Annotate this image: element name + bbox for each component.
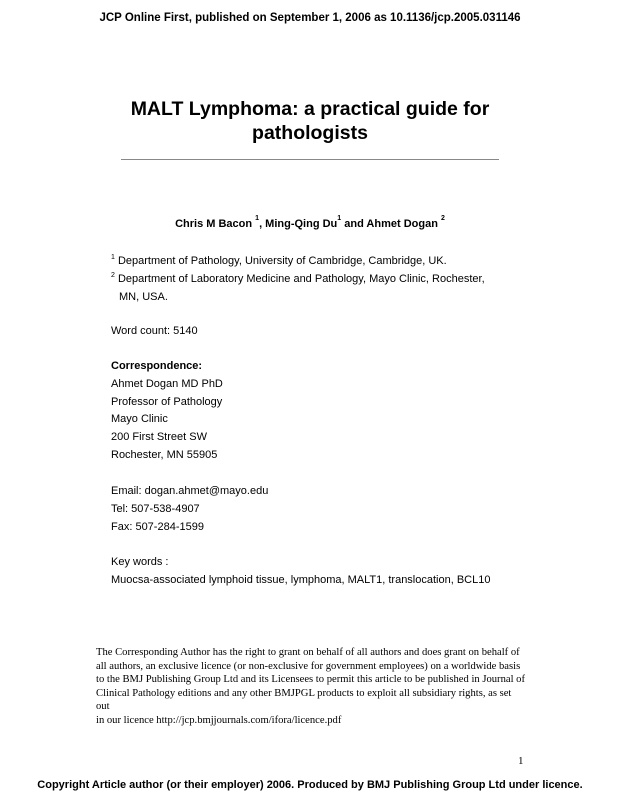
author-1: Chris M Bacon bbox=[175, 218, 253, 230]
licence-statement bbox=[96, 646, 526, 727]
licence-line: to the BMJ Publishing Group Ltd and its Licensees to permit this article to be published in Journal of bbox=[96, 674, 525, 685]
contact-fax: Fax: 507-284-1599 bbox=[111, 520, 204, 533]
author-3: and Ahmet Dogan bbox=[341, 218, 438, 230]
online-first-header: JCP Online First, published on September 1, 2006 as 10.1136/jcp.2005.031146 bbox=[99, 12, 521, 24]
correspondence-street: 200 First Street SW bbox=[111, 431, 207, 444]
author-2: , Ming-Qing Du bbox=[259, 218, 338, 230]
affiliation-2-text: Department of Laboratory Medicine and Pathology, Mayo Clinic, Rochester, bbox=[117, 273, 485, 285]
correspondence-city: Rochester, MN 55905 bbox=[111, 448, 218, 461]
correspondence-name: Ahmet Dogan MD PhD bbox=[111, 377, 223, 390]
correspondence-position: Professor of Pathology bbox=[111, 395, 223, 408]
title-line-1: MALT Lymphoma: a practical guide for bbox=[130, 98, 490, 120]
affiliation-2 bbox=[111, 271, 485, 287]
licence-line: in our licence http://jcp.bmjjournals.com/ifora/licence.pdf bbox=[96, 714, 342, 726]
author-1-affiliation: 1 bbox=[255, 215, 260, 222]
licence-line: The Corresponding Author has the right to grant on behalf of all authors and does grant on behalf of bbox=[96, 647, 520, 658]
correspondence-institution: Mayo Clinic bbox=[111, 413, 168, 426]
keywords-block bbox=[111, 554, 490, 590]
contact-email: Email: dogan.ahmet@mayo.edu bbox=[111, 485, 269, 497]
page-title bbox=[0, 97, 620, 145]
title-divider bbox=[121, 159, 499, 160]
affiliation-1-text: Department of Pathology, University of Cambridge, Cambridge, UK. bbox=[117, 255, 447, 267]
affiliation-2-cont: MN, USA. bbox=[119, 291, 168, 303]
keywords-list: Muocsa-associated lymphoid tissue, lymphoma, MALT1, translocation, BCL10 bbox=[111, 573, 491, 586]
author-2-affiliation: 1 bbox=[337, 215, 342, 222]
title-line-2: pathologists bbox=[252, 122, 368, 144]
licence-line: Clinical Pathology editions and any other BMJPGL products to exploit all subsidiary rights, as set out bbox=[96, 687, 512, 712]
page-number: 1 bbox=[518, 755, 524, 767]
word-count: Word count: 5140 bbox=[111, 325, 198, 337]
author-3-affiliation: 2 bbox=[441, 215, 445, 222]
licence-line: all authors, an exclusive licence (or non-exclusive for government employees) on a worldwide basis bbox=[96, 660, 521, 672]
contact-tel: Tel: 507-538-4907 bbox=[111, 502, 200, 515]
author-list bbox=[0, 215, 620, 230]
contact-block bbox=[111, 483, 268, 536]
affiliation-2-marker: 2 bbox=[111, 272, 115, 279]
copyright-footer: Copyright Article author (or their employer) 2006. Produced by BMJ Publishing Group Ltd under licence. bbox=[37, 779, 583, 791]
correspondence-heading: Correspondence: bbox=[111, 360, 203, 372]
keywords-label: Key words : bbox=[111, 556, 169, 568]
affiliation-1 bbox=[111, 253, 447, 269]
affiliation-1-marker: 1 bbox=[111, 254, 115, 261]
correspondence-block bbox=[111, 358, 223, 465]
